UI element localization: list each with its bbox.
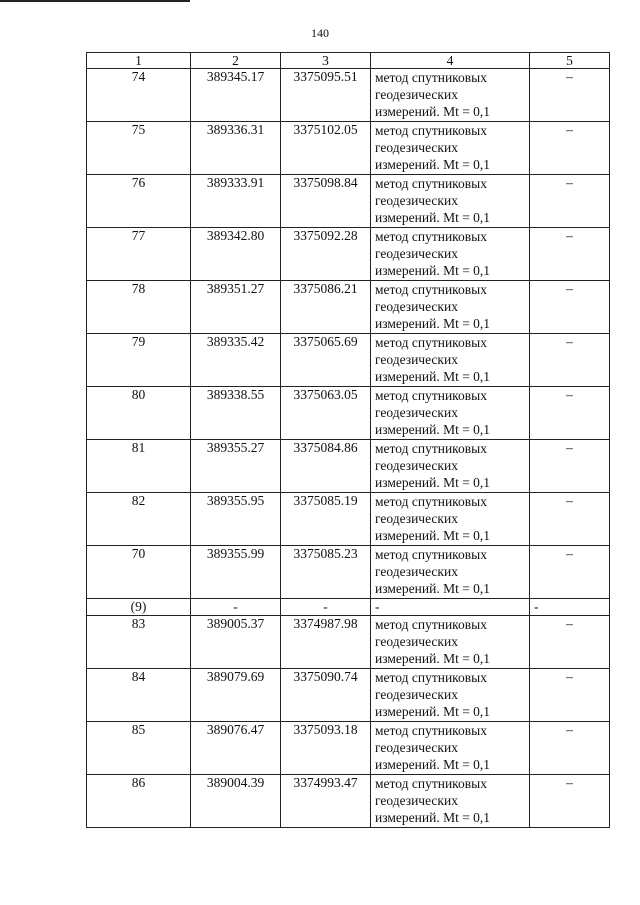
method-cell (371, 69, 530, 122)
column-header: 3 (281, 53, 371, 69)
method-line: измерений. Mt = 0,1 (375, 528, 491, 543)
note-cell: – (530, 546, 610, 599)
table-row (87, 493, 610, 546)
method-line: измерений. Mt = 0,1 (375, 810, 491, 825)
y-coordinate-cell: 3374987.98 (281, 616, 371, 669)
point-number-cell: 86 (87, 775, 191, 828)
method-line: измерений. Mt = 0,1 (375, 316, 491, 331)
table-row (87, 722, 610, 775)
method-cell: - (371, 599, 530, 616)
note-cell: – (530, 122, 610, 175)
y-coordinate-cell: 3375085.19 (281, 493, 371, 546)
method-line: измерений. Mt = 0,1 (375, 369, 491, 384)
point-number-cell: 81 (87, 440, 191, 493)
y-coordinate-cell: 3375093.18 (281, 722, 371, 775)
y-coordinate-cell: 3374993.47 (281, 775, 371, 828)
x-coordinate-cell: 389338.55 (191, 387, 281, 440)
column-header: 2 (191, 53, 281, 69)
method-cell (371, 387, 530, 440)
y-coordinate-cell: 3375098.84 (281, 175, 371, 228)
table-row (87, 775, 610, 828)
note-cell: – (530, 616, 610, 669)
point-number-cell: 74 (87, 69, 191, 122)
method-cell (371, 175, 530, 228)
method-line: метод спутниковых (375, 547, 487, 562)
y-coordinate-cell: 3375063.05 (281, 387, 371, 440)
method-line: метод спутниковых (375, 441, 487, 456)
contour-separator-row (87, 599, 610, 616)
method-cell (371, 616, 530, 669)
x-coordinate-cell: 389342.80 (191, 228, 281, 281)
method-cell (371, 334, 530, 387)
method-line: метод спутниковых (375, 176, 487, 191)
method-line: геодезических (375, 246, 458, 261)
method-line: геодезических (375, 87, 458, 102)
point-number-cell: 78 (87, 281, 191, 334)
page-number: 140 (311, 26, 329, 40)
method-line: геодезических (375, 740, 458, 755)
method-line: измерений. Mt = 0,1 (375, 422, 491, 437)
point-number-cell: 77 (87, 228, 191, 281)
note-cell: – (530, 722, 610, 775)
x-coordinate-cell: 389079.69 (191, 669, 281, 722)
method-line: геодезических (375, 140, 458, 155)
x-coordinate-cell: 389355.27 (191, 440, 281, 493)
method-cell (371, 669, 530, 722)
x-coordinate-cell: 389335.42 (191, 334, 281, 387)
note-cell: – (530, 175, 610, 228)
table-row (87, 616, 610, 669)
point-number-cell: 75 (87, 122, 191, 175)
note-cell: – (530, 228, 610, 281)
method-line: геодезических (375, 299, 458, 314)
note-cell: – (530, 440, 610, 493)
point-number-cell: 82 (87, 493, 191, 546)
y-coordinate-cell: 3375090.74 (281, 669, 371, 722)
method-line: метод спутниковых (375, 494, 487, 509)
method-line: метод спутниковых (375, 335, 487, 350)
x-coordinate-cell: - (191, 599, 281, 616)
table-header-row (87, 53, 610, 69)
note-cell: – (530, 281, 610, 334)
column-header: 4 (371, 53, 530, 69)
column-header: 5 (530, 53, 610, 69)
table-row (87, 387, 610, 440)
method-line: метод спутниковых (375, 723, 487, 738)
method-cell (371, 281, 530, 334)
method-cell (371, 775, 530, 828)
method-line: геодезических (375, 793, 458, 808)
x-coordinate-cell: 389076.47 (191, 722, 281, 775)
method-line: метод спутниковых (375, 776, 487, 791)
method-line: измерений. Mt = 0,1 (375, 210, 491, 225)
note-cell: – (530, 493, 610, 546)
point-number-cell: 85 (87, 722, 191, 775)
note-cell: – (530, 775, 610, 828)
method-line: измерений. Mt = 0,1 (375, 757, 491, 772)
method-line: геодезических (375, 511, 458, 526)
method-line: метод спутниковых (375, 617, 487, 632)
method-cell (371, 440, 530, 493)
point-number-cell: 79 (87, 334, 191, 387)
method-line: измерений. Mt = 0,1 (375, 263, 491, 278)
y-coordinate-cell: 3375092.28 (281, 228, 371, 281)
table-row (87, 546, 610, 599)
y-coordinate-cell: 3375095.51 (281, 69, 371, 122)
method-cell (371, 493, 530, 546)
method-line: геодезических (375, 405, 458, 420)
y-coordinate-cell: 3375065.69 (281, 334, 371, 387)
method-line: измерений. Mt = 0,1 (375, 104, 491, 119)
method-line: метод спутниковых (375, 70, 487, 85)
method-line: метод спутниковых (375, 123, 487, 138)
table-row (87, 281, 610, 334)
method-line: геодезических (375, 193, 458, 208)
table-row (87, 334, 610, 387)
note-cell: – (530, 387, 610, 440)
point-number-cell: 76 (87, 175, 191, 228)
method-line: геодезических (375, 352, 458, 367)
x-coordinate-cell: 389004.39 (191, 775, 281, 828)
x-coordinate-cell: 389005.37 (191, 616, 281, 669)
note-cell: – (530, 669, 610, 722)
method-line: измерений. Mt = 0,1 (375, 475, 491, 490)
method-line: измерений. Mt = 0,1 (375, 581, 491, 596)
table-row (87, 440, 610, 493)
method-line: измерений. Mt = 0,1 (375, 157, 491, 172)
point-number-cell: 83 (87, 616, 191, 669)
method-line: геодезических (375, 634, 458, 649)
point-number-cell: 70 (87, 546, 191, 599)
x-coordinate-cell: 389351.27 (191, 281, 281, 334)
x-coordinate-cell: 389333.91 (191, 175, 281, 228)
table-row (87, 122, 610, 175)
note-cell: – (530, 69, 610, 122)
y-coordinate-cell: 3375085.23 (281, 546, 371, 599)
method-line: метод спутниковых (375, 670, 487, 685)
method-cell (371, 546, 530, 599)
method-line: метод спутниковых (375, 282, 487, 297)
method-line: геодезических (375, 564, 458, 579)
method-line: метод спутниковых (375, 229, 487, 244)
method-cell (371, 722, 530, 775)
method-line: геодезических (375, 458, 458, 473)
y-coordinate-cell: 3375102.05 (281, 122, 371, 175)
point-number-cell: 84 (87, 669, 191, 722)
point-number-cell: 80 (87, 387, 191, 440)
column-header: 1 (87, 53, 191, 69)
top-rule (0, 0, 190, 2)
method-line: измерений. Mt = 0,1 (375, 651, 491, 666)
note-cell: - (530, 599, 610, 616)
x-coordinate-cell: 389355.99 (191, 546, 281, 599)
method-cell (371, 228, 530, 281)
contour-label-cell: (9) (87, 599, 191, 616)
y-coordinate-cell: 3375084.86 (281, 440, 371, 493)
coordinates-table (86, 52, 610, 828)
x-coordinate-cell: 389336.31 (191, 122, 281, 175)
x-coordinate-cell: 389355.95 (191, 493, 281, 546)
method-line: метод спутниковых (375, 388, 487, 403)
table-row (87, 228, 610, 281)
table-row (87, 69, 610, 122)
method-cell (371, 122, 530, 175)
y-coordinate-cell: 3375086.21 (281, 281, 371, 334)
method-line: геодезических (375, 687, 458, 702)
table-row (87, 669, 610, 722)
x-coordinate-cell: 389345.17 (191, 69, 281, 122)
note-cell: – (530, 334, 610, 387)
table-row (87, 175, 610, 228)
method-line: измерений. Mt = 0,1 (375, 704, 491, 719)
y-coordinate-cell: - (281, 599, 371, 616)
